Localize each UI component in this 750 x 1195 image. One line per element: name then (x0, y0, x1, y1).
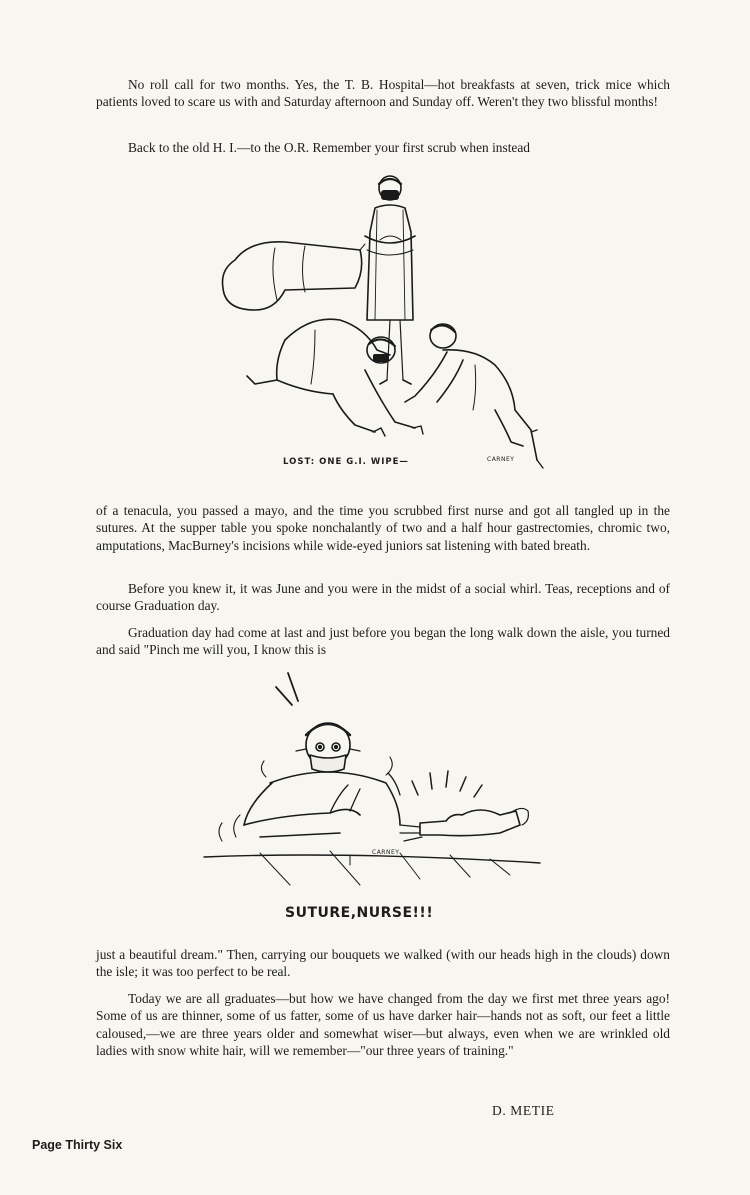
paragraph-tb-hospital: No roll call for two months. Yes, the T. B. Hospital—hot breakfasts at seven, trick mice which patients loved to scare us with and Saturday afternoon and Sunday off. Weren't they two blissful months! (96, 77, 670, 110)
paragraph-june: Before you knew it, it was June and you were in the midst of a social whirl. Teas, receptions and of course Graduation day. (96, 581, 670, 614)
artist-signature-2: CARNEY (372, 849, 400, 856)
author-signature: D. METIE (492, 1103, 555, 1118)
page-number: Page Thirty Six (32, 1138, 123, 1152)
searching-nurses-illustration (215, 170, 555, 480)
paragraph-or-intro: Back to the old H. I.—to the O.R. Remember your first scrub when instead (128, 140, 531, 155)
paragraph-tenacula: of a tenacula, you passed a mayo, and the time you scrubbed first nurse and got all tangled up in the sutures. At the supper table you spoke nonchalantly of two and a half hour gastrectomies, chromic two, amputations, MacBurney's incisions while wide-eyed juniors sat listening with bated breath. (96, 503, 670, 553)
paragraph-beautiful-dream: just a beautiful dream." Then, carrying our bouquets we walked (with our heads high in the clouds) down the isle; it was too perfect to be real. (96, 947, 670, 980)
paragraph-graduates: Today we are all graduates—but how we have changed from the day we first met three years ago! Some of us are thinner, some of us fatter, some of us have darker hair—hands not as soft, our feet a little caloused,—we are three years older and somewhat wiser—but always, even when we are wrinkled old ladies with snow white hair, will we remember—"our three years of training." (96, 991, 670, 1059)
startled-nurse-illustration (200, 665, 550, 895)
illustration-caption-lost: LOST: ONE G.I. WIPE— (283, 457, 409, 467)
paragraph-graduation: Graduation day had come at last and just before you began the long walk down the aisle, you turned and said "Pinch me will you, I know this is (96, 625, 670, 658)
illustration-caption-suture: SUTURE,NURSE!!! (285, 905, 434, 921)
artist-signature: CARNEY (487, 456, 515, 463)
